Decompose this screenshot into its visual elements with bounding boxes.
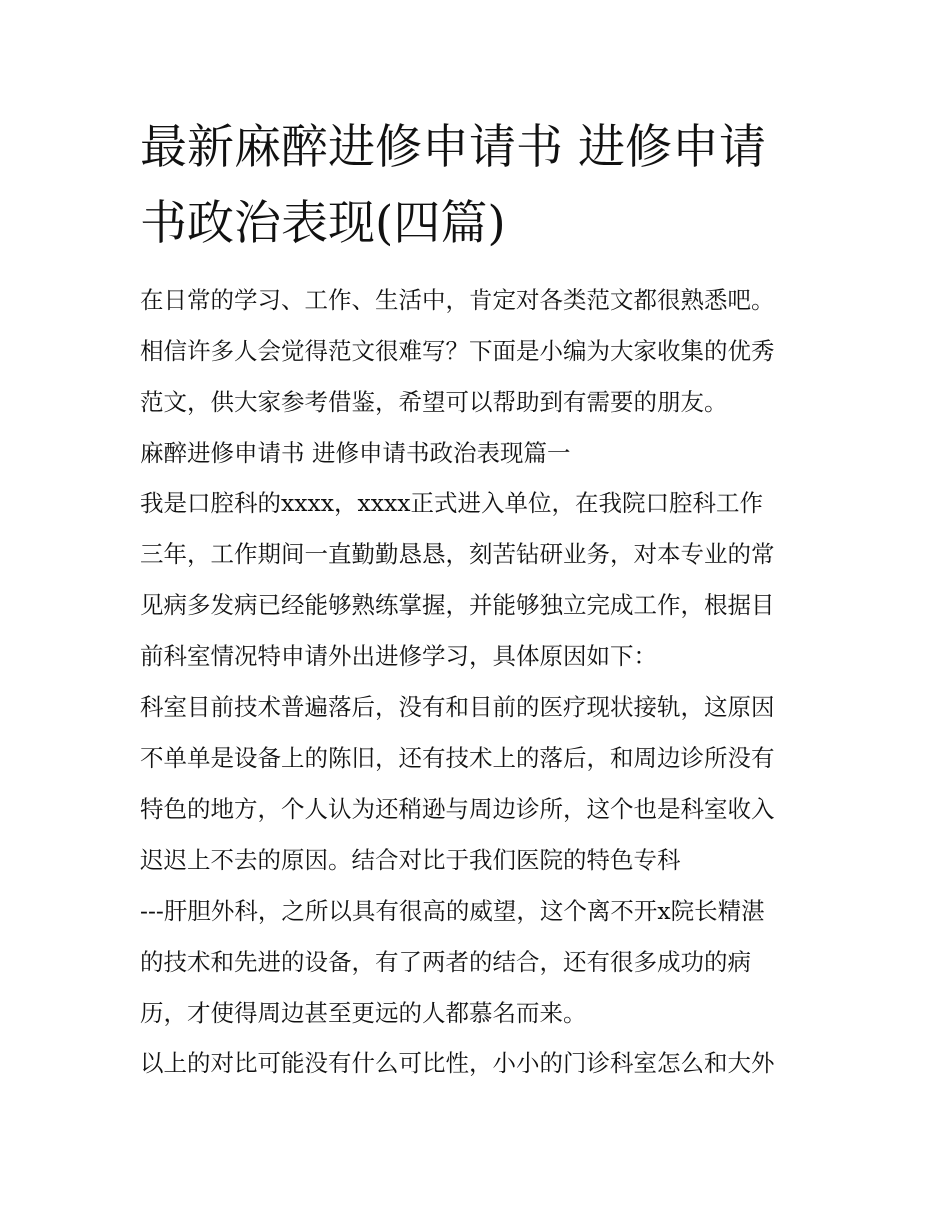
body-line-6: 三年，工作期间一直勤勤恳恳，刻苦钻研业务，对本专业的常 bbox=[140, 540, 775, 568]
body-line-7: 见病多发病已经能够熟练掌握，并能够独立完成工作，根据目 bbox=[140, 591, 775, 619]
body-line-15: 历，才使得周边甚至更远的人都慕名而来。 bbox=[140, 999, 587, 1027]
body-line-14: 的技术和先进的设备，有了两者的结合，还有很多成功的病 bbox=[140, 948, 751, 976]
body-line-11: 特色的地方，个人认为还稍逊与周边诊所，这个也是科室收入 bbox=[140, 795, 775, 823]
body-line-12: 迟迟上不去的原因。结合对比于我们医院的特色专科 bbox=[140, 846, 681, 874]
body-line-5: 我是口腔科的xxxx，xxxx正式进入单位，在我院口腔科工作 bbox=[140, 489, 764, 517]
document-title-line-1: 最新麻醉进修申请书 进修申请 bbox=[140, 120, 766, 175]
body-line-1: 在日常的学习、工作、生活中，肯定对各类范文都很熟悉吧。 bbox=[140, 286, 775, 314]
body-line-8: 前科室情况特申请外出进修学习，具体原因如下： bbox=[140, 642, 657, 670]
section-heading-1: 麻醉进修申请书 进修申请书政治表现篇一 bbox=[140, 439, 571, 467]
body-line-16: 以上的对比可能没有什么可比性，小小的门诊科室怎么和大外 bbox=[140, 1049, 775, 1077]
body-line-9: 科室目前技术普遍落后，没有和目前的医疗现状接轨，这原因 bbox=[140, 693, 775, 721]
body-line-10: 不单单是设备上的陈旧，还有技术上的落后，和周边诊所没有 bbox=[140, 744, 775, 772]
body-line-13: ---肝胆外科，之所以具有很高的威望，这个离不开x院长精湛 bbox=[140, 897, 765, 925]
body-line-2: 相信许多人会觉得范文很难写？下面是小编为大家收集的优秀 bbox=[140, 337, 775, 365]
body-line-3: 范文，供大家参考借鉴，希望可以帮助到有需要的朋友。 bbox=[140, 388, 728, 416]
document-title-line-2: 书政治表现(四篇) bbox=[140, 196, 506, 251]
